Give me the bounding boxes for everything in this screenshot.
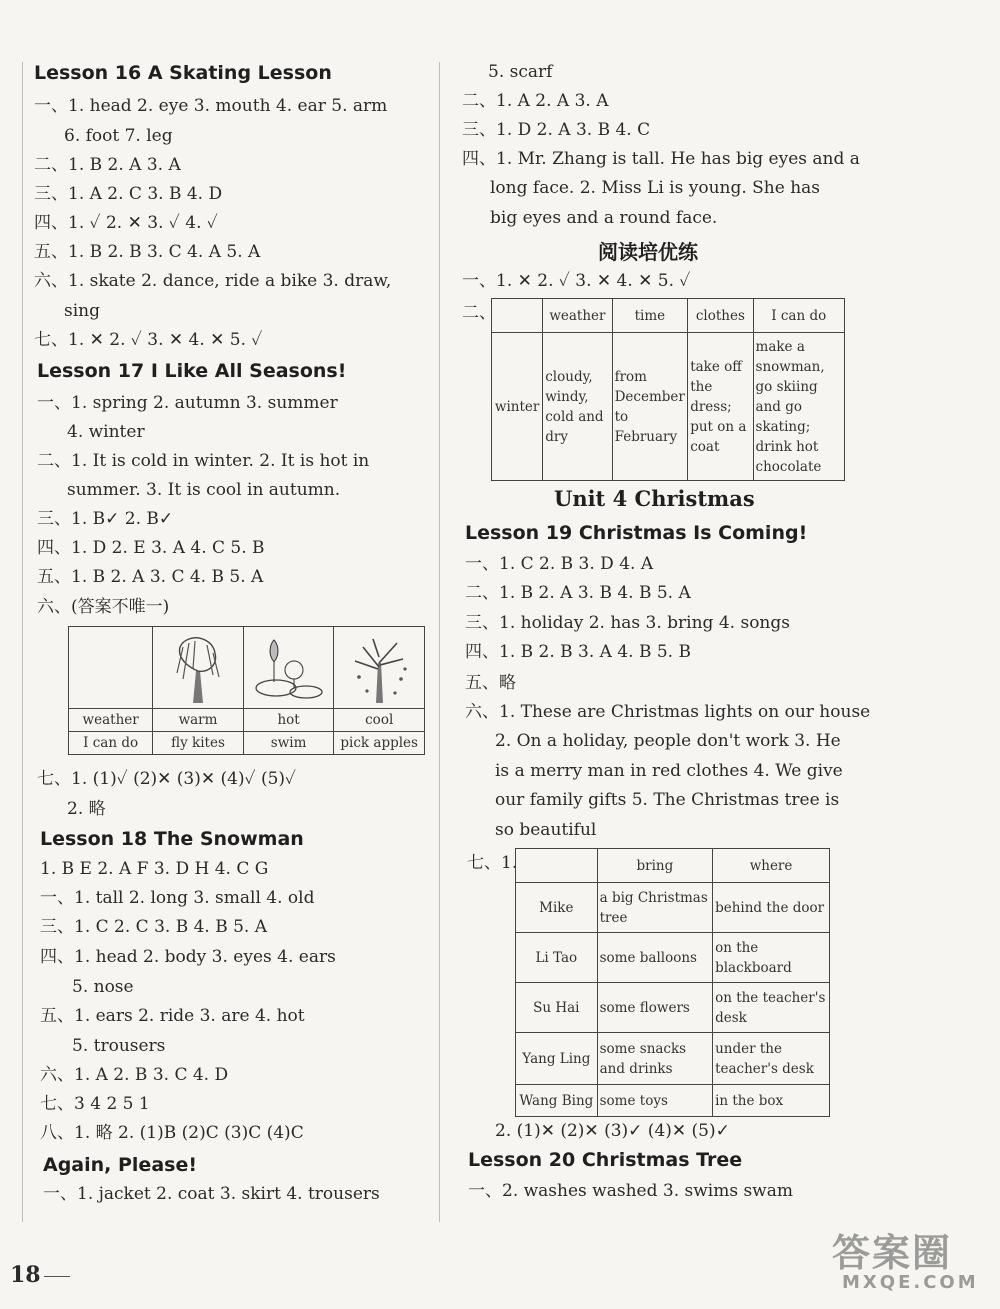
table-row	[516, 983, 830, 1033]
lesson17-after-line-1: 七、1. (1)✓ (2)✕ (3)✕ (4)✓ (5)✓	[37, 769, 297, 789]
lesson16-line-3: 二、1. B 2. A 3. A	[34, 155, 181, 175]
lesson18-line-10: 八、1. 略 2. (1)B (2)C (3)C (4)C	[40, 1123, 304, 1143]
winter-can-do-cell: make a snowman, go skiing and go skating; drink hot chocolate	[753, 333, 844, 481]
winter-weather-cell: cloudy, windy, cold and dry	[543, 333, 612, 481]
seasons-can-label: I can do	[69, 732, 153, 755]
christmas-where: in the box	[713, 1085, 830, 1117]
winter-header-weather: weather	[543, 299, 612, 333]
winter-header-clothes: clothes	[688, 299, 753, 333]
lesson18-line-3: 三、1. C 2. C 3. B 4. B 5. A	[40, 917, 268, 937]
lesson18-line-9: 七、3 4 2 5 1	[40, 1094, 150, 1114]
christmas-bring: some toys	[597, 1085, 712, 1117]
christmas-name: Yang Ling	[516, 1033, 598, 1085]
seasons-can-swim: swim	[243, 732, 334, 755]
winter-time-cell: from December to February	[612, 333, 688, 481]
christmas-header-bring: bring	[597, 849, 712, 883]
right-top-line-6: big eyes and a round face.	[490, 208, 718, 228]
winter-header-time: time	[612, 299, 688, 333]
watermark-logo-text: 答案圈	[832, 1231, 953, 1275]
lesson17-line-5: 三、1. B✓ 2. B✓	[37, 509, 174, 529]
lesson19-line-9: our family gifts 5. The Christmas tree is	[495, 790, 840, 810]
lesson16-line-1: 一、1. head 2. eye 3. mouth 4. ear 5. arm	[34, 96, 388, 116]
lesson16-line-7: 六、1. skate 2. dance, ride a bike 3. draw,	[34, 271, 392, 291]
lesson19-line-6: 六、1. These are Christmas lights on our house	[465, 702, 871, 722]
lesson19-after-line: 2. (1)✕ (2)✕ (3)✓ (4)✕ (5)✓	[495, 1121, 730, 1141]
lesson18-line-6: 五、1. ears 2. ride 3. are 4. hot	[40, 1006, 305, 1026]
page-number-dash	[44, 1276, 70, 1277]
lesson19-title: Lesson 19 Christmas Is Coming!	[465, 522, 808, 544]
christmas-name: Wang Bing	[516, 1085, 598, 1117]
seasons-can-fly-kites: fly kites	[153, 732, 244, 755]
right-top-line-5: long face. 2. Miss Li is young. She has	[490, 178, 821, 198]
lesson16-title: Lesson 16 A Skating Lesson	[34, 62, 332, 84]
lesson17-line-7: 五、1. B 2. A 3. C 4. B 5. A	[37, 567, 264, 587]
lesson17-title: Lesson 17 I Like All Seasons!	[37, 360, 347, 382]
lesson19-line-4: 四、1. B 2. B 3. A 4. B 5. B	[465, 642, 691, 662]
christmas-where: on the teacher's desk	[713, 983, 830, 1033]
lesson16-line-9: 七、1. ✕ 2. ✓ 3. ✕ 4. ✕ 5. ✓	[34, 330, 263, 350]
lesson17-line-4: summer. 3. It is cool in autumn.	[67, 480, 341, 500]
lesson16-line-6: 五、1. B 2. B 3. C 4. A 5. A	[34, 242, 261, 262]
lesson18-line-4: 四、1. head 2. body 3. eyes 4. ears	[40, 947, 336, 967]
reading-practice-heading: 阅读培优练	[598, 240, 698, 264]
christmas-where: under the teacher's desk	[713, 1033, 830, 1085]
lesson19-line-8: is a merry man in red clothes 4. We give	[495, 761, 843, 781]
winter-table	[491, 298, 845, 481]
left-margin-rule	[22, 62, 23, 1222]
willow-tree-icon	[163, 633, 233, 705]
lesson16-line-8: sing	[64, 301, 100, 321]
lesson16-line-5: 四、1. ✓ 2. ✕ 3. ✓ 4. ✓	[34, 213, 218, 233]
seasons-weather-label: weather	[69, 709, 153, 732]
christmas-header-where: where	[713, 849, 830, 883]
spring-picture	[153, 627, 244, 709]
lesson18-line-2: 一、1. tall 2. long 3. small 4. old	[40, 888, 315, 908]
christmas-table	[515, 848, 830, 1117]
lesson17-line-3: 二、1. It is cold in winter. 2. It is hot in	[37, 451, 370, 471]
seasons-weather-warm: warm	[153, 709, 244, 732]
summer-picture	[243, 627, 334, 709]
seasons-weather-hot: hot	[243, 709, 334, 732]
unit-title: Unit 4 Christmas	[554, 486, 755, 511]
lesson19-line-3: 三、1. holiday 2. has 3. bring 4. songs	[465, 613, 790, 633]
watermark-url-text: MXQE.COM	[842, 1272, 979, 1293]
lesson19-line-5: 五、略	[465, 673, 516, 693]
lesson17-line-1: 一、1. spring 2. autumn 3. summer	[37, 393, 338, 413]
christmas-where: on the blackboard	[713, 933, 830, 983]
lesson18-title: Lesson 18 The Snowman	[40, 828, 304, 850]
lesson18-line-1: 1. B E 2. A F 3. D H 4. C G	[40, 859, 269, 879]
column-divider	[439, 62, 440, 1222]
seasons-weather-cool: cool	[334, 709, 425, 732]
autumn-picture	[334, 627, 425, 709]
winter-row-label: winter	[492, 333, 543, 481]
lesson18-line-5: 5. nose	[72, 977, 134, 997]
lesson17-after-line-2: 2. 略	[67, 799, 106, 819]
right-top-line-2: 二、1. A 2. A 3. A	[462, 91, 609, 111]
christmas-bring: some balloons	[597, 933, 712, 983]
lesson17-line-6: 四、1. D 2. E 3. A 4. C 5. B	[37, 538, 265, 558]
again-please-title: Again, Please!	[43, 1154, 198, 1176]
page-number: 18	[10, 1262, 41, 1288]
christmas-name: Su Hai	[516, 983, 598, 1033]
lesson20-line-1: 一、2. washes washed 3. swims swam	[468, 1181, 793, 1201]
lotus-pond-icon	[252, 634, 326, 704]
again-please-line-1: 一、1. jacket 2. coat 3. skirt 4. trousers	[43, 1184, 380, 1204]
lesson17-line-2: 4. winter	[67, 422, 145, 442]
lesson19-line-1: 一、1. C 2. B 3. D 4. A	[465, 554, 654, 574]
christmas-name: Li Tao	[516, 933, 598, 983]
seasons-table-blank-cell	[69, 627, 153, 709]
lesson17-line-8: 六、(答案不唯一)	[37, 597, 170, 617]
reading-line-1: 一、1. ✕ 2. ✓ 3. ✕ 4. ✕ 5. ✓	[462, 271, 691, 291]
autumn-tree-icon	[343, 633, 415, 705]
lesson19-line-10: so beautiful	[495, 820, 597, 840]
table-row	[516, 933, 830, 983]
seasons-table	[68, 626, 425, 755]
table-row	[516, 883, 830, 933]
table-row	[516, 1085, 830, 1117]
christmas-table-prefix: 七、1.	[467, 853, 518, 873]
lesson18-line-8: 六、1. A 2. B 3. C 4. D	[40, 1065, 229, 1085]
lesson16-line-4: 三、1. A 2. C 3. B 4. D	[34, 184, 223, 204]
lesson19-line-2: 二、1. B 2. A 3. B 4. B 5. A	[465, 583, 691, 603]
lesson16-line-2: 6. foot 7. leg	[64, 126, 173, 146]
winter-table-blank-cell	[492, 299, 543, 333]
christmas-header-blank	[516, 849, 598, 883]
christmas-bring: some snacks and drinks	[597, 1033, 712, 1085]
right-top-line-4: 四、1. Mr. Zhang is tall. He has big eyes and a	[462, 149, 860, 169]
christmas-where: behind the door	[713, 883, 830, 933]
lesson20-title: Lesson 20 Christmas Tree	[468, 1149, 743, 1171]
right-top-line-3: 三、1. D 2. A 3. B 4. C	[462, 120, 651, 140]
seasons-can-pick-apples: pick apples	[334, 732, 425, 755]
christmas-bring: a big Christmas tree	[597, 883, 712, 933]
winter-header-can-do: I can do	[753, 299, 844, 333]
christmas-name: Mike	[516, 883, 598, 933]
reading-table-prefix: 二、	[462, 303, 496, 323]
christmas-bring: some flowers	[597, 983, 712, 1033]
right-top-line-1: 5. scarf	[488, 62, 553, 82]
lesson19-line-7: 2. On a holiday, people don't work 3. He	[495, 731, 841, 751]
lesson18-line-7: 5. trousers	[72, 1036, 166, 1056]
table-row	[516, 1033, 830, 1085]
winter-clothes-cell: take off the dress; put on a coat	[688, 333, 753, 481]
